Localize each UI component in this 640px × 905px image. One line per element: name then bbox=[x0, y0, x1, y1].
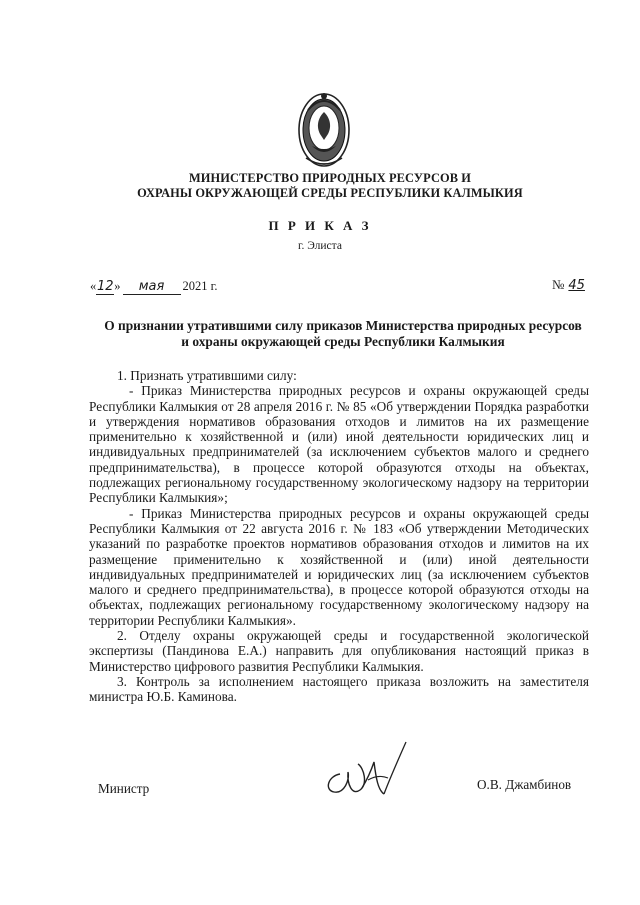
order-subject bbox=[78, 318, 608, 350]
ministry-line-1: МИНИСТЕРСТВО ПРИРОДНЫХ РЕСУРСОВ И bbox=[188, 171, 472, 185]
date-day: 12 bbox=[96, 279, 114, 294]
signatory-position: Министр bbox=[98, 781, 150, 796]
date-open-quote: « bbox=[90, 279, 97, 293]
republic-kalmykia-emblem-icon bbox=[298, 88, 350, 168]
date-month: мая bbox=[123, 279, 181, 295]
document-type: П Р И К А З bbox=[268, 218, 372, 233]
paragraph-3: - Приказ Министерства природных ресурсов и охраны окружающей среды Республики Калмыкия от 22 августа 2016 г. № 183 «Об утверждении Методических указаний по разработке проектов нормативов образования отходов и лимитов на их размещение применительно к хозяйственной и (или) иной деятельности индивидуальных предпринимателей и юридических лиц (за исключением субъектов малого и среднего предпринимательства), в процессе которой образуются отходы на объектах, подлежащих региональному государственному экологическому надзору на территории Республики Калмыкия». bbox=[89, 505, 589, 628]
city: г. Элиста bbox=[298, 240, 342, 252]
handwritten-signature-icon bbox=[318, 738, 410, 804]
paragraph-1: 1. Признать утратившими силу: bbox=[117, 368, 297, 383]
order-date bbox=[90, 279, 217, 295]
date-close-quote: » bbox=[114, 279, 121, 293]
paragraph-5: 3. Контроль за исполнением настоящего приказа возложить на заместителя министра Ю.Б. Каминова. bbox=[89, 673, 589, 705]
ministry-name bbox=[120, 171, 540, 201]
subject-line-2: и охраны окружающей среды Республики Калмыкия bbox=[181, 334, 505, 349]
subject-line-1: О признании утратившими силу приказов Министерства природных ресурсов bbox=[104, 318, 582, 333]
order-number-value: 45 bbox=[568, 278, 585, 293]
order-number bbox=[552, 277, 585, 293]
ministry-line-2: ОХРАНЫ ОКРУЖАЮЩЕЙ СРЕДЫ РЕСПУБЛИКИ КАЛМЫКИЯ bbox=[137, 186, 523, 200]
signatory-name: О.В. Джамбинов bbox=[477, 777, 572, 792]
paragraph-2: - Приказ Министерства природных ресурсов и охраны окружающей среды Республики Калмыкия от 28 апреля 2016 г. № 85 «Об утверждении Порядка разработки и утверждения нормативов образования отходов и лимитов на их размещение применительно к хозяйственной и (или) иной деятельности юридических лиц и индивидуальных предпринимателей (за исключением субъектов малого и среднего предпринимательства), в процессе которой образуются отходы на объектах, подлежащих региональному государственному экологическому надзору на территории Республики Калмыкия»; bbox=[89, 383, 589, 506]
order-number-label: № bbox=[552, 277, 565, 292]
paragraph-4: 2. Отделу охраны окружающей среды и государственной экологической экспертизы (Пандинова Е.А.) направить для опубликования настоящий приказ в Министерство цифрового развития Республики Калмыкия. bbox=[89, 628, 589, 674]
date-year: 2021 г. bbox=[182, 279, 218, 293]
order-body bbox=[89, 368, 589, 705]
